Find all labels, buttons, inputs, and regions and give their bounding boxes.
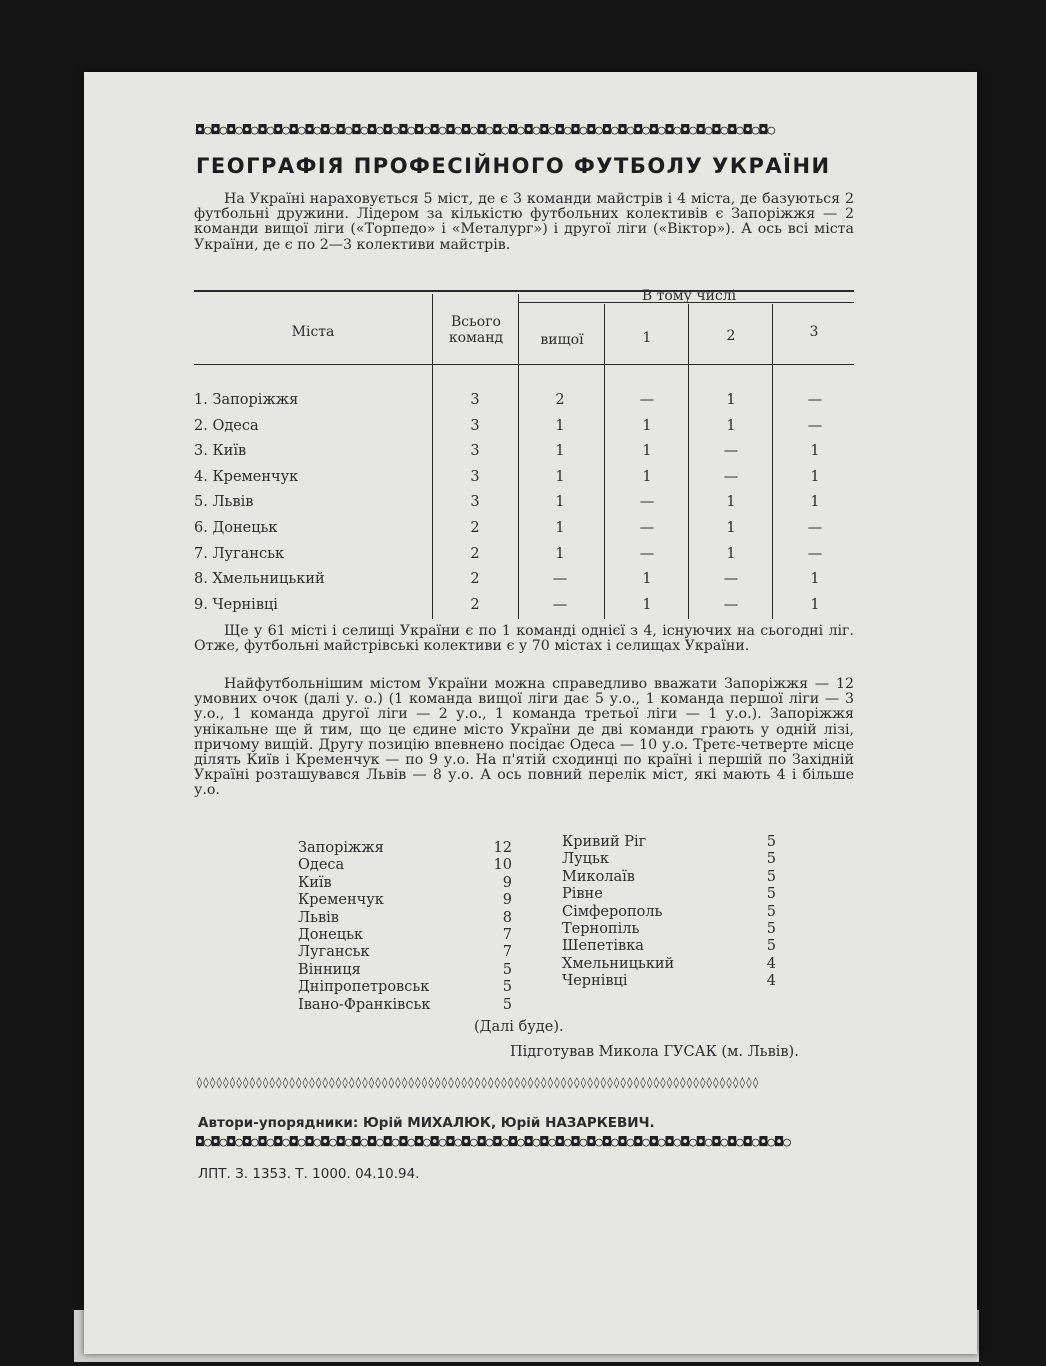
points-value: 7: [502, 944, 512, 961]
table-cell-second: 1: [726, 392, 736, 408]
points-value: 5: [502, 996, 512, 1013]
points-city: Чернівці: [562, 973, 628, 990]
page-title: ГЕОГРАФІЯ ПРОФЕСІЙНОГО ФУТБОЛУ УКРАЇНИ: [196, 154, 831, 178]
table-cell-city: 9. Чернівці: [194, 596, 278, 613]
table-cell-total: 3: [470, 494, 480, 511]
table-cell-city: 5. Львів: [194, 494, 254, 511]
th-third-league: 3: [809, 324, 819, 340]
table-cell-second: —: [723, 443, 739, 460]
points-value: 5: [502, 979, 512, 996]
points-city: Запоріжжя: [298, 840, 384, 856]
points-city: Львів: [298, 909, 339, 926]
table-cell-total: 3: [470, 392, 480, 408]
table-cell-city: 4. Кременчук: [194, 468, 299, 485]
points-value: 8: [502, 909, 512, 926]
points-value: 12: [493, 840, 512, 856]
table-cell-city: 1. Запоріжжя: [194, 392, 299, 408]
th-city: Міста: [291, 324, 335, 340]
ornament-bottom: ◘○◘○◘○◘○◘○◘○◘○◘○◘○◘○◘○◘○◘○◘○◘○◘○◘○◘○◘○◘○◘○◘○◘○◘○◘○◘○◘○◘○◘○◘○◘○◘○◘○◘○◘○◘○◘○◘○: [196, 1136, 791, 1150]
table-cell-first: —: [639, 494, 655, 511]
th-group: В тому числі: [641, 288, 737, 304]
points-value: 4: [766, 973, 776, 990]
table-cell-city: 8. Хмельницький: [194, 571, 325, 588]
table-cell-total: 3: [470, 417, 480, 434]
table-cell-top: 1: [555, 468, 565, 485]
points-city: Сімферополь: [562, 903, 663, 920]
table-cell-total: 2: [470, 596, 480, 613]
points-city: Луцьк: [562, 851, 609, 868]
th-second-league: 2: [726, 328, 736, 344]
points-value: 5: [766, 851, 776, 868]
table-cell-city: 6. Донецьк: [194, 520, 278, 536]
paragraph-2: Ще у 61 місті і селищі України є по 1 команді однієї з 4, існуючих на сьогодні ліг. Отже, футбольні майстрівські колективи є у 70 містах і селищах України.: [194, 623, 854, 655]
table-cell-first: 1: [642, 417, 652, 434]
points-value: 5: [766, 938, 776, 955]
points-value: 10: [493, 857, 512, 874]
imprint-line: ЛПТ. З. 1353. Т. 1000. 04.10.94.: [198, 1166, 420, 1182]
table-cell-top: 1: [555, 443, 565, 460]
points-value: 4: [766, 955, 776, 972]
table-cell-first: 1: [642, 443, 652, 460]
ornament-top: ◘○◘○◘○◘○◘○◘○◘○◘○◘○◘○◘○◘○◘○◘○◘○◘○◘○◘○◘○◘○◘○◘○◘○◘○◘○◘○◘○◘○◘○◘○◘○◘○◘○◘○◘○◘○◘○: [196, 124, 776, 138]
intro-paragraph: На Україні нараховується 5 міст, де є 3 команди майстрів і 4 міста, де базуються 2 футбольні дружини. Лідером за кількістю футбольних колективів є Запоріжжя — 2 команди вищої ліги («Торпедо» і «Металург») і другої ліги («Віктор»). А ось всі міста України, де є по 2—3 колективи майстрів.: [194, 191, 854, 253]
continued-note: (Далі буде).: [474, 1019, 564, 1035]
table-cell-top: 1: [555, 520, 565, 536]
points-city: Луганськ: [298, 944, 370, 961]
table-cell-top: 2: [555, 392, 565, 408]
table-cell-top: —: [552, 596, 568, 613]
points-value: 9: [502, 892, 512, 909]
points-city: Київ: [298, 874, 332, 891]
points-city: Рівне: [562, 886, 603, 903]
table-cell-first: 1: [642, 596, 652, 613]
table-col-line-2: [518, 294, 519, 619]
points-value: 5: [766, 834, 776, 850]
table-cell-city: 2. Одеса: [194, 417, 259, 434]
points-value: 5: [766, 868, 776, 885]
points-city: Кременчук: [298, 892, 384, 909]
table-cell-first: 1: [642, 468, 652, 485]
points-value: 5: [766, 921, 776, 937]
prepared-by: Підготував Микола ГУСАК (м. Львів).: [510, 1044, 799, 1060]
points-city: Кривий Ріг: [562, 834, 647, 850]
table-cell-second: —: [723, 571, 739, 588]
table-cell-third: 1: [810, 596, 820, 613]
table-cell-first: 1: [642, 571, 652, 588]
table-cell-second: —: [723, 596, 739, 613]
table-cell-total: 3: [470, 443, 480, 460]
table-cell-total: 2: [470, 545, 480, 562]
points-city: Тернопіль: [562, 921, 640, 937]
table-col-line-3: [604, 304, 605, 619]
table-col-line-1: [432, 294, 433, 619]
table-col-line-4: [688, 304, 689, 619]
points-value: 5: [766, 886, 776, 903]
table-cell-second: 1: [726, 545, 736, 562]
table-cell-total: 2: [470, 571, 480, 588]
points-value: 5: [766, 903, 776, 920]
th-total: Всього команд: [448, 314, 504, 346]
table-header-rule: [194, 364, 854, 365]
th-top-league: вищої: [540, 332, 584, 348]
table-cell-third: 1: [810, 468, 820, 485]
points-value: 9: [502, 874, 512, 891]
table-cell-city: 3. Київ: [194, 443, 247, 460]
table-cell-second: 1: [726, 494, 736, 511]
table-cell-second: 1: [726, 520, 736, 536]
points-value: 5: [502, 961, 512, 978]
points-city: Дніпропетровськ: [298, 979, 430, 996]
table-cell-total: 2: [470, 520, 480, 536]
ornament-middle: ◊◊◊◊◊◊◊◊◊◊◊◊◊◊◊◊◊◊◊◊◊◊◊◊◊◊◊◊◊◊◊◊◊◊◊◊◊◊◊◊◊◊◊◊◊◊◊◊◊◊◊◊◊◊◊◊◊◊◊◊◊◊◊◊◊◊◊◊◊◊◊◊◊◊◊◊◊◊◊◊◊◊◊◊◊: [196, 1076, 759, 1089]
table-cell-top: 1: [555, 494, 565, 511]
table-cell-third: 1: [810, 571, 820, 588]
table-cell-third: —: [807, 392, 823, 408]
table-cell-top: —: [552, 571, 568, 588]
page-sheet: [84, 72, 977, 1354]
points-city: Донецьк: [298, 927, 364, 943]
table-cell-third: 1: [810, 494, 820, 511]
points-city: Миколаїв: [562, 868, 635, 885]
points-city: Хмельницький: [562, 955, 675, 972]
table-cell-third: 1: [810, 443, 820, 460]
table-cell-city: 7. Луганськ: [194, 545, 285, 562]
points-city: Шепетівка: [562, 938, 644, 955]
points-value: 7: [502, 927, 512, 943]
table-cell-first: —: [639, 392, 655, 408]
paragraph-3: Найфутбольнішим містом України можна справедливо вважати Запоріжжя — 12 умовних очок (далі у. о.) (1 команда вищої ліги дає 5 у.о., 1 команда першої ліги — 3 у.о., 1 команда другої ліги — 2 у.о., 1 команда третьої ліги — 1 у.о.). Запоріжжя унікальне ще й тим, що це єдине місто України де дві команди грають у одній лізі, причому вищій. Другу позицію впевнено посідає Одеса — 10 у.о. Третє-четверте місце ділять Київ і Кременчук — по 9 у.о. На п'ятій сходинці по країні і першій по Західній Україні розташувався Львів — 8 у.о. А ось повний перелік міст, які мають 4 і більше у.о.: [194, 676, 854, 799]
table-cell-third: —: [807, 545, 823, 562]
table-cell-third: —: [807, 417, 823, 434]
authors-line: Автори-упорядники: Юрій МИХАЛЮК, Юрій НАЗАРКЕВИЧ.: [198, 1115, 655, 1131]
points-city: Одеса: [298, 857, 345, 874]
table-cell-top: 1: [555, 545, 565, 562]
th-first-league: 1: [642, 330, 652, 346]
points-city: Вінниця: [298, 961, 361, 978]
table-cell-second: 1: [726, 417, 736, 434]
table-cell-first: —: [639, 520, 655, 536]
table-cell-third: —: [807, 520, 823, 536]
table-cell-second: —: [723, 468, 739, 485]
table-col-line-5: [772, 304, 773, 619]
table-cell-top: 1: [555, 417, 565, 434]
table-cell-first: —: [639, 545, 655, 562]
points-city: Івано-Франківськ: [298, 996, 431, 1013]
table-cell-total: 3: [470, 468, 480, 485]
